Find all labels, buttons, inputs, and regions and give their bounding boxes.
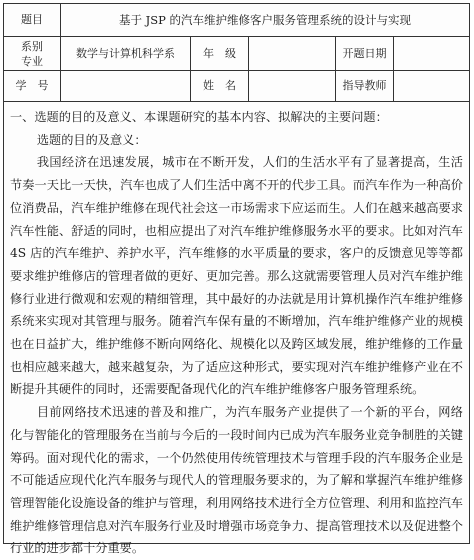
student-id-value	[61, 71, 191, 102]
grade-label: 年 级	[191, 37, 249, 71]
sub-heading: 选题的目的及意义：	[36, 132, 147, 147]
grade-value	[249, 37, 336, 71]
section-heading: 一、选题的目的及意义、本课题研究的基本内容、拟解决的主要问题：	[10, 110, 388, 124]
dept-value: 数学与计算机科学系	[61, 37, 191, 71]
topic-label: 题目	[4, 4, 61, 37]
proposal-body	[4, 102, 469, 556]
paragraph-1: 我国经济在迅速发展，城市在不断开发，人们的生活水平有了显著提高，生活节奏一天比一天快，汽车也成了人们生活中离不开的代步工具。而汽车作为一种高价位消费品，汽车维护维修在现代社会这一市场需求下应运而生。人们在越来越高要求汽车性能、舒适的同时，也相应提出了对汽车维护维修服务水平的要求。比如对汽车 4S 店的汽车维护、养护水平，汽车维修的水平质量的要求，客户的反馈意见等等都要求维护维修店的管理者做的更好、更加完善。那么这就需要管理人员对汽车维护维修行业进行微观和宏观的精细管理，其中最好的办法就是用计算机操作汽车维护维修系统来实现对其管理与服务。随着汽车保有量的不断增加，汽车维护维修产业的规模也在日益扩大，维护维修不断向网络化、规模化以及跨区域发展，维护维修的工作量也相应越来越大，越来越复杂，为了适应这种形式，要实现对汽车维护维修产业在不断提升其硬件的同时，还需要配备现代化的汽车维护维修客户服务管理系统。	[10, 155, 463, 397]
start-date-label: 开题日期	[336, 37, 394, 71]
name-value	[249, 71, 336, 102]
header-table	[4, 4, 469, 102]
student-id-label: 学 号	[4, 71, 61, 102]
advisor-value	[394, 71, 469, 102]
advisor-label: 指导教师	[336, 71, 394, 102]
topic-value: 基于 JSP 的汽车维护维修客户服务管理系统的设计与实现	[61, 4, 469, 37]
start-date-value	[394, 37, 469, 71]
proposal-form	[3, 3, 470, 556]
paragraph-2: 目前网络技术迅速的普及和推广，为汽车服务产业提供了一个新的平台，网络化与智能化的管理服务在当前与今后的一段时间内已成为汽车服务业竞争制胜的关键筹码。面对现代化的需求，一个仍然使用传统管理技术与管理手段的汽车服务企业是不可能适应现代化汽车服务与现代人的管理服务要求的，为了解和掌握汽车维护维修管理智能化设施设备的维护与管理，利用网络技术进行全方位管理、利用和监控汽车维护维修管理信息对汽车服务行业及时增强市场竞争力、提高管理技术以及促进整个行业的进步都十分重要。	[10, 405, 463, 556]
name-label: 姓 名	[191, 71, 249, 102]
dept-label: 系别 专业	[4, 37, 61, 71]
